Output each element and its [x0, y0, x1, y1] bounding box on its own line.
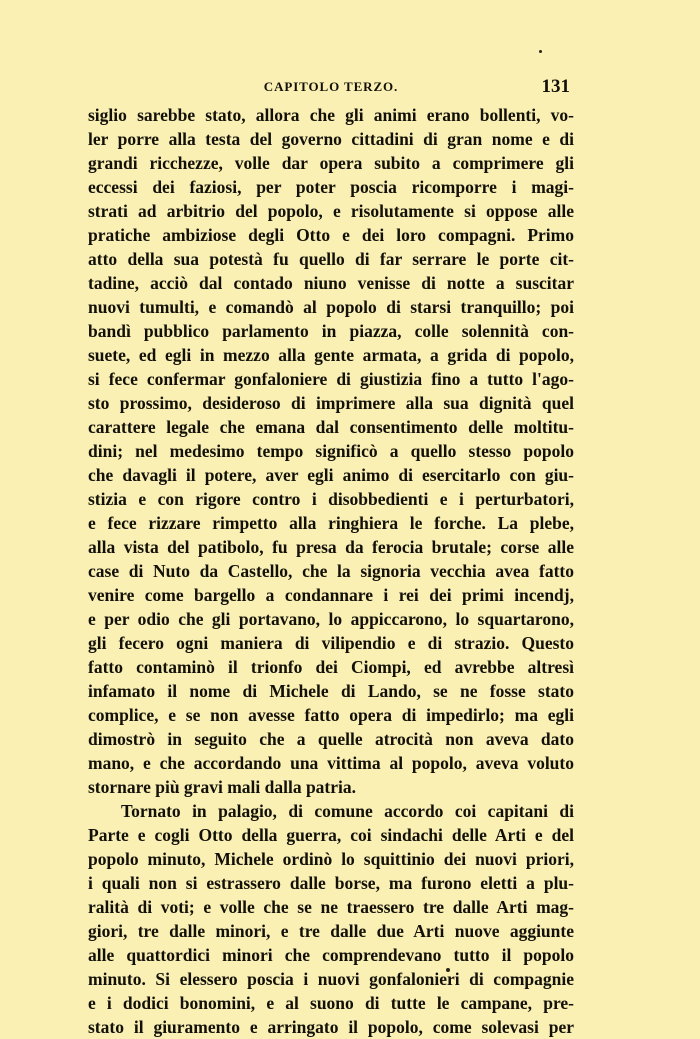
text-line: strati ad arbitrio del popolo, e risolutamente si oppose alle	[88, 201, 574, 221]
text-line: nuovi tumulti, e comandò al popolo di starsi tranquillo; poi	[88, 297, 574, 317]
paragraph	[88, 103, 574, 799]
text-line: suete, ed egli in mezzo alla gente armata, a grida di popolo,	[88, 345, 574, 365]
running-head: CAPITOLO TERZO.	[263, 79, 399, 94]
text-line: eccessi dei faziosi, per poter poscia ricomporre i magi-	[88, 177, 574, 197]
text-line: ler porre alla testa del governo cittadini di gran nome e di	[88, 129, 574, 149]
text-line: grandi ricchezze, volle dar opera subito a comprimere gli	[88, 153, 574, 173]
text-line: sto prossimo, desideroso di imprimere alla sua dignità quel	[88, 393, 574, 413]
text-line: stornare più gravi mali dalla patria.	[88, 777, 357, 797]
text-line: dini; nel medesimo tempo significò a quello stesso popolo	[88, 441, 574, 461]
text-line: alle quattordici minori che comprendevano tutto il popolo	[88, 945, 574, 965]
text-line: Parte e cogli Otto della guerra, coi sindachi delle Arti e del	[88, 825, 574, 845]
text-line: dimostrò in seguito che a quelle atrocità non aveva dato	[88, 729, 574, 749]
text-line: e per odio che gli portavano, lo appiccarono, lo squartarono,	[88, 609, 574, 629]
text-line: infamato il nome di Michele di Lando, se ne fosse stato	[88, 681, 574, 701]
text-line: atto della sua potestà fu quello di far serrare le porte cit-	[88, 249, 574, 269]
page-header	[88, 76, 574, 100]
text-line: ralità di voti; e volle che se ne traessero tre dalle Arti mag-	[88, 897, 574, 917]
text-line: carattere legale che emana dal consentimento delle moltitu-	[88, 417, 574, 437]
text-line: mano, e che accordando una vittima al popolo, aveva voluto	[88, 753, 574, 773]
text-line: che davagli il potere, aver egli animo di esercitarlo con giu-	[88, 465, 574, 485]
ink-speck	[539, 50, 542, 53]
text-line: venire come bargello a condannare i rei dei primi incendj,	[88, 585, 574, 605]
body-text	[88, 103, 574, 1039]
text-line: Tornato in palagio, di comune accordo coi capitani di	[121, 801, 574, 821]
text-line: bandì pubblico parlamento in piazza, colle solennità con-	[88, 321, 574, 341]
text-line: complice, e se non avesse fatto opera di impedirlo; ma egli	[88, 705, 574, 725]
text-line: alla vista del patibolo, fu presa da ferocia brutale; corse alle	[88, 537, 574, 557]
text-line: e i dodici bonomini, e al suono di tutte le campane, pre-	[88, 993, 574, 1013]
text-line: stato il giuramento e arringato il popolo, come solevasi per	[88, 1017, 574, 1037]
text-line: pratiche ambiziose degli Otto e dei loro compagni. Primo	[88, 225, 574, 245]
text-line: si fece confermar gonfaloniere di giustizia fino a tutto l'ago-	[88, 369, 574, 389]
text-line: popolo minuto, Michele ordinò lo squittinio dei nuovi priori,	[88, 849, 574, 869]
text-line: siglio sarebbe stato, allora che gli animi erano bollenti, vo-	[88, 105, 574, 125]
text-line: e fece rizzare rimpetto alla ringhiera le forche. La plebe,	[88, 513, 574, 533]
text-line: i quali non si estrassero dalle borse, ma furono eletti a plu-	[88, 873, 574, 893]
text-line: fatto contaminò il trionfo dei Ciompi, ed avrebbe altresì	[88, 657, 574, 677]
text-line: case di Nuto da Castello, che la signoria vecchia avea fatto	[88, 561, 574, 581]
text-line: gli fecero ogni maniera di vilipendio e di strazio. Questo	[88, 633, 574, 653]
text-line: minuto. Si elessero poscia i nuovi gonfalonieri di compagnie	[88, 969, 574, 989]
text-line: stizia e con rigore contro i disobbedienti e i perturbatori,	[88, 489, 574, 509]
page-number: 131	[541, 76, 570, 97]
text-line: tadine, acciò dal contado niuno venisse di notte a suscitar	[88, 273, 574, 293]
text-line: giori, tre dalle minori, e tre dalle due Arti nuove aggiunte	[88, 921, 574, 941]
paragraph	[88, 799, 574, 1039]
